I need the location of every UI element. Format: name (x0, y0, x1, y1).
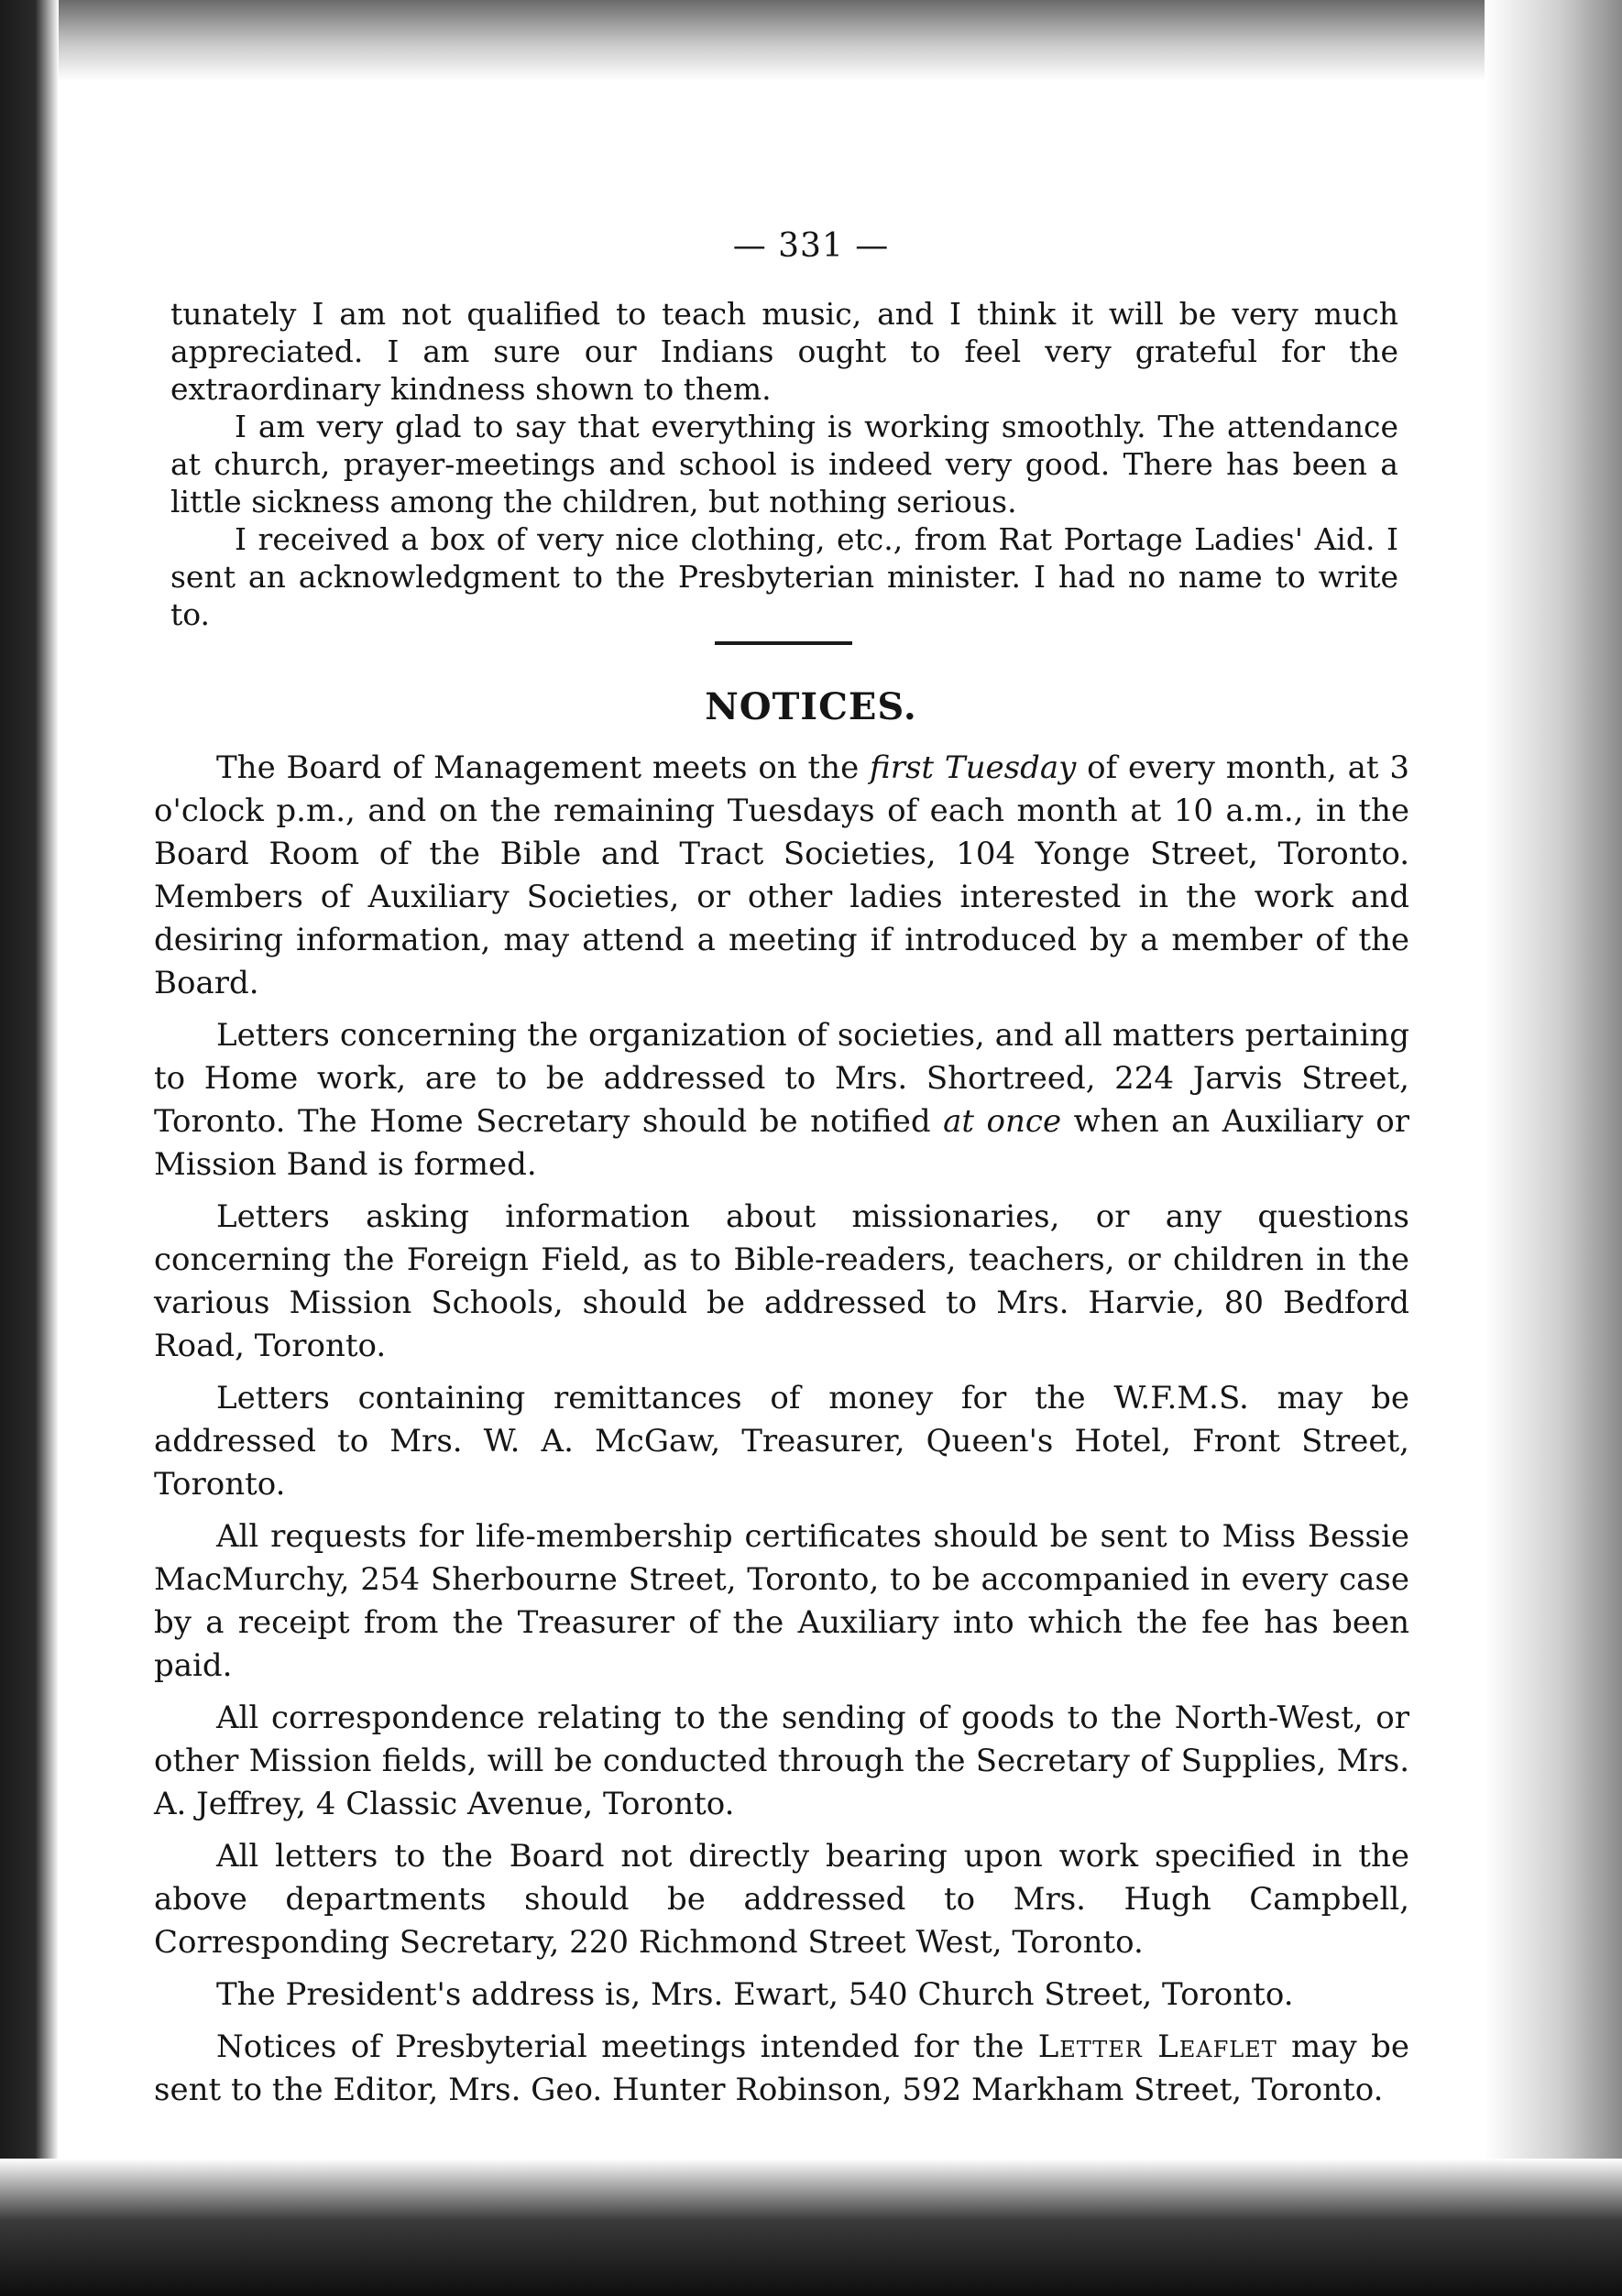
notice-text: Letters concerning the organization of societies, and all matters pertaining to Home work, are to be addressed to Mrs. Shortreed, 224 Jarvis Street, Toronto. The Home Secretary should be notified (154, 1017, 1409, 1140)
notice-supplies: All correspondence relating to the sending of goods to the North-West, or other Mission fields, will be conducted through the Secretary of Supplies, Mrs. A. Jeffrey, 4 Classic Avenue, Toronto. (154, 1700, 1409, 1822)
scan-border-top (0, 0, 1622, 81)
letter-text (170, 295, 1398, 633)
notice-text: The Board of Management meets on the (216, 749, 871, 786)
notice-board-meeting (154, 747, 1409, 1005)
scan-border-left (0, 0, 59, 2296)
notice-correspondence: All letters to the Board not directly bearing upon work specified in the above departments should be addressed to Mrs. Hugh Campbell, Corresponding Secretary, 220 Richmond Street West, Toronto. (154, 1838, 1409, 1961)
notice-emphasis: at once (943, 1103, 1062, 1140)
notice-small-caps: Letter Leaflet (1037, 2028, 1277, 2065)
notices-section (154, 747, 1409, 2121)
notice-president: The President's address is, Mrs. Ewart, 540 Church Street, Toronto. (216, 1976, 1294, 2013)
section-divider (715, 641, 852, 645)
notices-heading: NOTICES. (705, 685, 917, 728)
scan-border-bottom (0, 2159, 1622, 2296)
letter-paragraph: I received a box of very nice clothing, etc., from Rat Portage Ladies' Aid. I sent an acknowledgment to the Presbyterian minister. I had no name to write to. (170, 521, 1398, 632)
notice-home-work (154, 1014, 1409, 1186)
letter-paragraph: tunately I am not qualified to teach music, and I think it will be very much appreciated. I am sure our Indians ought to feel very grateful for the extraordinary kindness shown to them. (170, 296, 1398, 407)
notice-life-membership: All requests for life-membership certificates should be sent to Miss Bessie MacMurchy, 254 Sherbourne Street, Toronto, to be accompanied in every case by a receipt from the Treasurer of the Auxiliary into which the fee has been paid. (154, 1518, 1409, 1684)
notice-emphasis: first Tuesday (870, 749, 1077, 786)
scan-border-right (1485, 0, 1622, 2296)
notice-text: of every month, at 3 o'clock p.m., and on the remaining Tuesdays of each month at 10 a.m., in the Board Room of the Bible and Tract Societies, 104 Yonge Street, Toronto. Members of Auxiliary Societies, or other ladies interested in the work and desiring information, may attend a meeting if introduced by a member of the Board. (154, 749, 1409, 1001)
notice-remittances: Letters containing remittances of money for the W.F.M.S. may be addressed to Mrs. W. A. McGaw, Treasurer, Queen's Hotel, Front Street, Toronto. (154, 1380, 1409, 1503)
notice-presbyterial (154, 2026, 1409, 2112)
notice-foreign-field: Letters asking information about missionaries, or any questions concerning the Foreign Field, as to Bible-readers, teachers, or children in the various Mission Schools, should be addressed to Mrs. Harvie, 80 Bedford Road, Toronto. (154, 1198, 1409, 1364)
notice-text: may be sent to the Editor, Mrs. Geo. Hunter Robinson, 592 Markham Street, Toronto. (154, 2028, 1409, 2108)
letter-paragraph: I am very glad to say that everything is working smoothly. The attendance at church, prayer-meetings and school is indeed very good. There has been a little sickness among the children, but nothing serious. (170, 409, 1398, 519)
page-number: — 331 — (732, 227, 890, 265)
notice-text: Notices of Presbyterial meetings intended for the (216, 2028, 1038, 2065)
notice-text: when an Auxiliary or Mission Band is formed. (154, 1103, 1409, 1183)
